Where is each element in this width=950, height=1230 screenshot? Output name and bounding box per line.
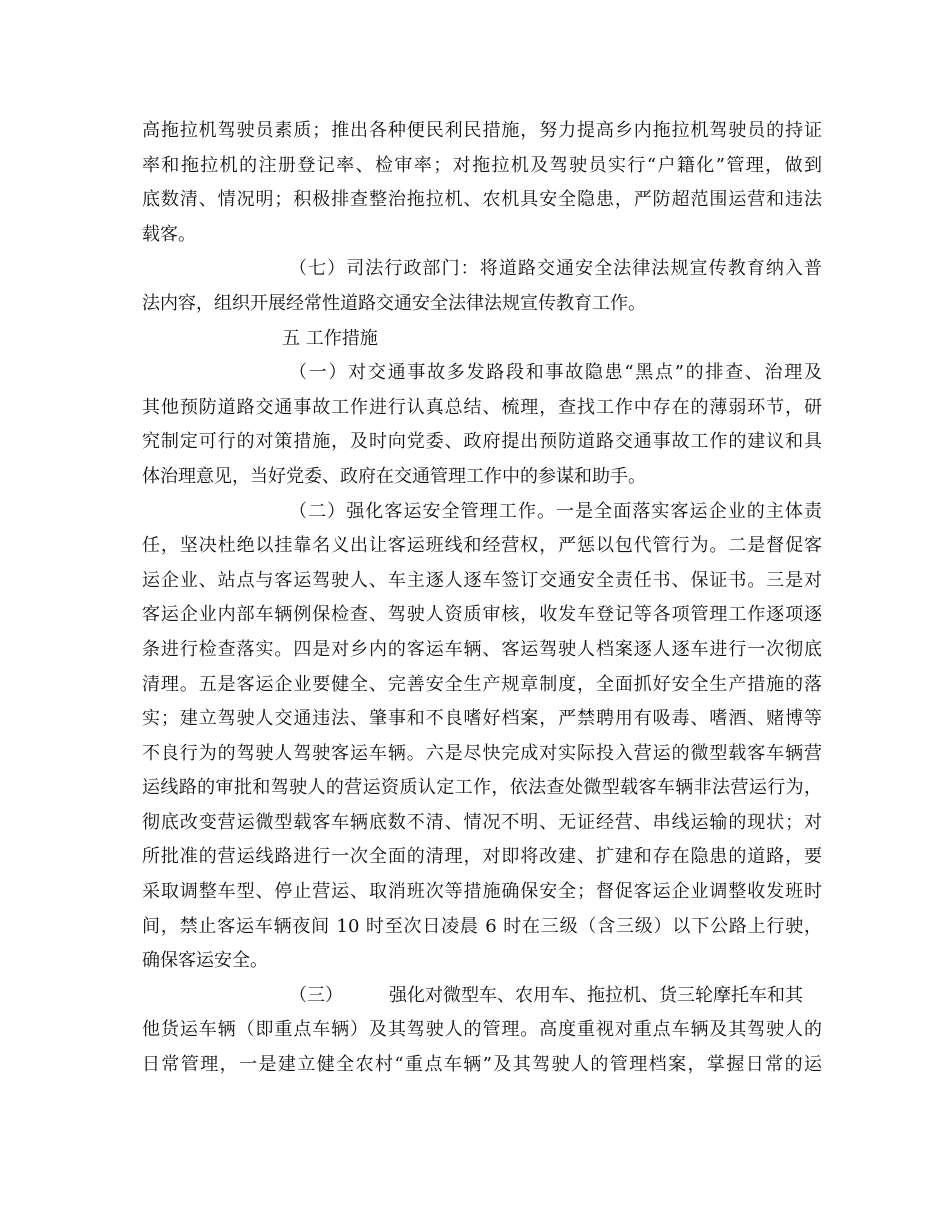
paragraph-line: 任，坚决杜绝以挂靠名义出让客运班线和经营权，严惩以包代管行为。二是督促客	[142, 535, 822, 557]
paragraph-text: 强化对微型车、农用车、拖拉机、货三轮摩托车和其	[389, 984, 803, 1006]
paragraph-line: 彻底改变营运微型载客车辆底数不清、情况不明、无证经营、串线运输的现状；对	[142, 811, 822, 833]
paragraph-line: （一）对交通事故多发路段和事故隐患“黑点”的排查、治理及	[289, 362, 822, 384]
paragraph-line: 运线路的审批和驾驶人的营运资质认定工作，依法查处微型载客车辆非法营运行为，	[142, 777, 822, 799]
section-heading: 五 工作措施	[282, 327, 378, 349]
paragraph-line: 运企业、站点与客运驾驶人、车主逐人逐车签订交通安全责任书、保证书。三是对	[142, 569, 822, 591]
paragraph-line: 实；建立驾驶人交通违法、肇事和不良嗜好档案，严禁聘用有吸毒、嗜酒、赌博等	[142, 708, 822, 730]
paragraph-line: 客运企业内部车辆例保检查、驾驶人资质审核，收发车登记等各项管理工作逐项逐	[142, 604, 822, 626]
paragraph-line: 高拖拉机驾驶员素质；推出各种便民利民措施，努力提高乡内拖拉机驾驶员的持证	[142, 120, 822, 141]
paragraph-line: 采取调整车型、停止营运、取消班次等措施确保安全；督促客运企业调整收发班时	[142, 881, 822, 903]
paragraph-line: 日常管理，一是建立健全农村“重点车辆”及其驾驶人的管理档案，掌握日常的运	[142, 1054, 822, 1076]
section-number: （三）	[289, 984, 343, 1006]
paragraph-line: 所批准的营运线路进行一次全面的清理，对即将改建、扩建和存在隐患的道路，要	[142, 846, 822, 868]
document-body	[142, 114, 822, 1083]
paragraph-line: 其他预防道路交通事故工作进行认真总结、梳理，查找工作中存在的薄弱环节，研	[142, 396, 822, 418]
paragraph-line: 究制定可行的对策措施，及时向党委、政府提出预防道路交通事故工作的建议和具	[142, 431, 822, 453]
paragraph-line: 法内容，组织开展经常性道路交通安全法律法规宣传教育工作。	[142, 292, 646, 314]
paragraph-line: 确保客运安全。	[142, 950, 268, 972]
paragraph-line: 载客。	[142, 223, 196, 245]
paragraph-line: （七）司法行政部门：将道路交通安全法律法规宣传教育纳入普	[289, 258, 822, 280]
paragraph-line: 间，禁止客运车辆夜间 10 时至次日凌晨 6 时在三级（含三级）以下公路上行驶，	[142, 915, 822, 937]
paragraph-line: 清理。五是客运企业要健全、完善安全生产规章制度，全面抓好安全生产措施的落	[142, 673, 822, 695]
paragraph-line: （二）强化客运安全管理工作。一是全面落实客运企业的主体责	[289, 500, 822, 522]
paragraph-line: 体治理意见，当好党委、政府在交通管理工作中的参谋和助手。	[142, 465, 646, 487]
paragraph-line: 底数清、情况明；积极排查整治拖拉机、农机具安全隐患，严防超范围运营和违法	[142, 189, 822, 211]
paragraph-line: 率和拖拉机的注册登记率、检审率；对拖拉机及驾驶员实行“户籍化”管理，做到	[142, 154, 822, 176]
paragraph-line: 条进行检查落实。四是对乡内的客运车辆、客运驾驶人档案逐人逐车进行一次彻底	[142, 638, 822, 660]
paragraph-line: 不良行为的驾驶人驾驶客运车辆。六是尽快完成对实际投入营运的微型载客车辆营	[142, 742, 822, 764]
paragraph-line	[142, 979, 822, 1014]
paragraph-line: 他货运车辆（即重点车辆）及其驾驶人的管理。高度重视对重点车辆及其驾驶人的	[142, 1019, 822, 1041]
